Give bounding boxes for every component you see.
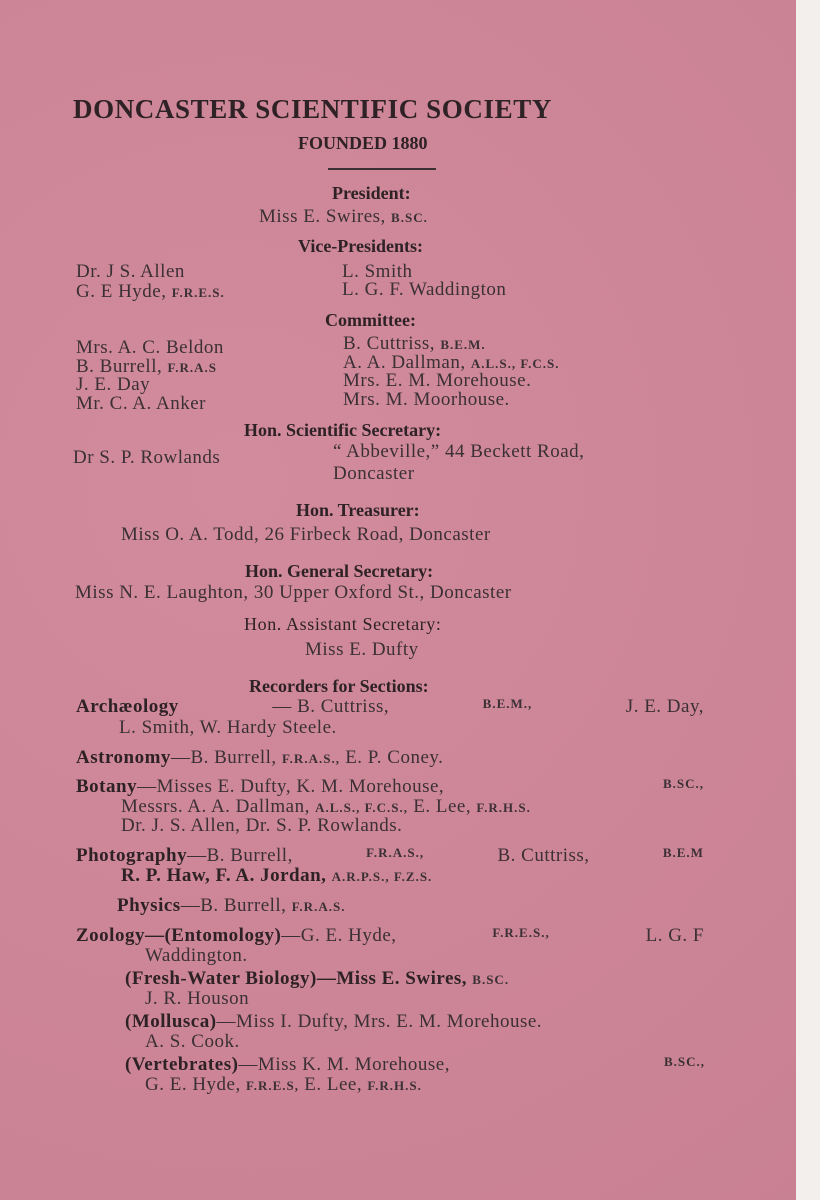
botany-line-1 (76, 777, 704, 796)
photography-text-2: B. Cuttriss, (497, 845, 590, 866)
mollusca-line-2: A. S. Cook. (145, 1031, 240, 1052)
freshwater-line-1 (125, 969, 509, 988)
committee-left-4: Mr. C. A. Anker (76, 393, 206, 414)
treasurer-heading: Hon. Treasurer: (296, 500, 420, 520)
committee-right-4: Mrs. M. Moorhouse. (343, 389, 510, 410)
zoology-label: Zoology—(Entomology) (76, 925, 282, 946)
freshwater-label: (Fresh-Water Biology) (125, 968, 317, 989)
gen-secretary-heading: Hon. General Secretary: (245, 561, 434, 581)
committee-left-2-suffix: F.R.A.S (167, 360, 218, 375)
committee-right-1-name: B. Cuttriss, (343, 333, 436, 354)
botany-label: Botany (76, 776, 138, 797)
astronomy-suffix: F.R.A.S., (281, 751, 340, 766)
committee-left-1: Mrs. A. C. Beldon (76, 337, 224, 358)
committee-right-3: Mrs. E. M. Morehouse. (343, 370, 532, 391)
botany-suffix-1: B.SC., (662, 776, 704, 791)
page-edge (796, 0, 820, 1200)
committee-heading: Committee: (325, 310, 416, 330)
botany-suffix-2: A.L.S., F.C.S., (315, 800, 409, 815)
botany-text-1: —Misses E. Dufty, K. M. Morehouse, (137, 776, 445, 797)
committee-right-1-suffix: B.E.M. (440, 337, 486, 352)
physics-suffix: F.R.A.S. (291, 899, 346, 914)
zoology-line-1 (76, 926, 704, 945)
astronomy-text-2: E. P. Coney. (345, 747, 444, 768)
photography-suffix-1: F.R.A.S., (366, 845, 425, 860)
title-divider (328, 168, 436, 170)
botany-text-3: E. Lee, (413, 796, 472, 817)
botany-line-2 (121, 797, 531, 816)
vice-president-left-2-name: G. E Hyde, (76, 281, 167, 302)
recorders-heading: Recorders for Sections: (249, 676, 429, 696)
founded-line: FOUNDED 1880 (298, 133, 428, 153)
astronomy-line (76, 748, 443, 767)
physics-label: Physics (117, 895, 181, 916)
archaeology-text-1: — B. Cuttriss, (272, 696, 390, 717)
president-heading: President: (332, 183, 411, 203)
zoology-text-1: —G. E. Hyde, (281, 925, 397, 946)
vertebrates-line-2 (145, 1075, 422, 1094)
photography-line-2 (121, 866, 432, 885)
archaeology-text-2: J. E. Day, (625, 696, 704, 717)
vertebrates-suffix: B.SC., (663, 1054, 705, 1069)
sci-secretary-heading: Hon. Scientific Secretary: (244, 420, 442, 440)
freshwater-text: —Miss E. Swires, (316, 968, 468, 989)
mollusca-line-1 (125, 1012, 542, 1031)
photography-label: Photography (76, 845, 188, 866)
archaeology-suffix: B.E.M., (482, 696, 533, 711)
president-name (259, 207, 428, 226)
sci-secretary-address-1: “ Abbeville,” 44 Beckett Road, (333, 441, 585, 462)
photography-text-3: R. P. Haw, F. A. Jordan, (121, 865, 327, 886)
archaeology-line-1 (76, 697, 704, 716)
committee-left-3: J. E. Day (76, 374, 151, 395)
photography-line-1 (76, 846, 704, 865)
society-title: DONCASTER SCIENTIFIC SOCIETY (73, 94, 552, 124)
freshwater-line-2: J. R. Houson (145, 988, 250, 1009)
asst-secretary-heading: Hon. Assistant Secretary: (244, 614, 442, 634)
astronomy-text: —B. Burrell, (170, 747, 277, 768)
mollusca-text: —Miss I. Dufty, Mrs. E. M. Morehouse. (216, 1011, 543, 1032)
vertebrates-label: (Vertebrates) (125, 1054, 239, 1075)
committee-right-2-suffix: A.L.S., F.C.S. (470, 356, 560, 371)
vertebrates-text: —Miss K. M. Morehouse, (238, 1054, 450, 1075)
photography-suffix-2: B.E.M (662, 845, 704, 860)
vertebrates-suffix-3: F.R.H.S. (367, 1078, 422, 1093)
vice-president-right-2: L. G. F. Waddington (342, 279, 507, 300)
vice-president-right-1: L. Smith (342, 261, 413, 282)
sci-secretary-address-2: Doncaster (333, 463, 415, 484)
zoology-text-2: L. G. F (645, 925, 704, 946)
vice-president-left-1: Dr. J S. Allen (76, 261, 185, 282)
vice-president-left-2-suffix: F.R.E.S. (171, 285, 225, 300)
photography-suffix-3: A.R.P.S., F.Z.S. (331, 869, 433, 884)
physics-text: —B. Burrell, (180, 895, 287, 916)
vertebrates-line-1 (125, 1055, 705, 1074)
committee-left-2-name: B. Burrell, (76, 356, 163, 377)
mollusca-label: (Mollusca) (125, 1011, 217, 1032)
photography-text-1: —B. Burrell, (187, 845, 293, 866)
botany-line-3: Dr. J. S. Allen, Dr. S. P. Rowlands. (121, 815, 403, 836)
vertebrates-text-2: G. E. Hyde, (145, 1074, 241, 1095)
committee-right-2-name: A. A. Dallman, (343, 352, 466, 373)
vertebrates-suffix-2: F.R.E.S, (245, 1078, 300, 1093)
treasurer-line: Miss O. A. Todd, 26 Firbeck Road, Doncaster (121, 524, 491, 545)
astronomy-label: Astronomy (76, 747, 171, 768)
zoology-line-2: Waddington. (145, 945, 248, 966)
committee-right-1 (343, 334, 486, 353)
vice-presidents-heading: Vice-Presidents: (298, 236, 423, 256)
vice-president-left-2 (76, 282, 225, 301)
freshwater-suffix: B.SC. (472, 972, 510, 987)
archaeology-label: Archæology (76, 696, 179, 717)
physics-line (117, 896, 345, 915)
president-suffix: B.SC. (391, 210, 428, 225)
asst-secretary-line: Miss E. Dufty (305, 639, 419, 660)
sci-secretary-name: Dr S. P. Rowlands (73, 447, 221, 468)
archaeology-line-2: L. Smith, W. Hardy Steele. (119, 717, 337, 738)
president-name-text: Miss E. Swires, (259, 206, 386, 227)
botany-suffix-3: F.R.H.S. (476, 800, 531, 815)
botany-text-2: Messrs. A. A. Dallman, (121, 796, 310, 817)
zoology-suffix: F.R.E.S., (492, 925, 550, 940)
gen-secretary-line: Miss N. E. Laughton, 30 Upper Oxford St., Doncaster (75, 582, 512, 603)
vertebrates-text-3: E. Lee, (304, 1074, 363, 1095)
